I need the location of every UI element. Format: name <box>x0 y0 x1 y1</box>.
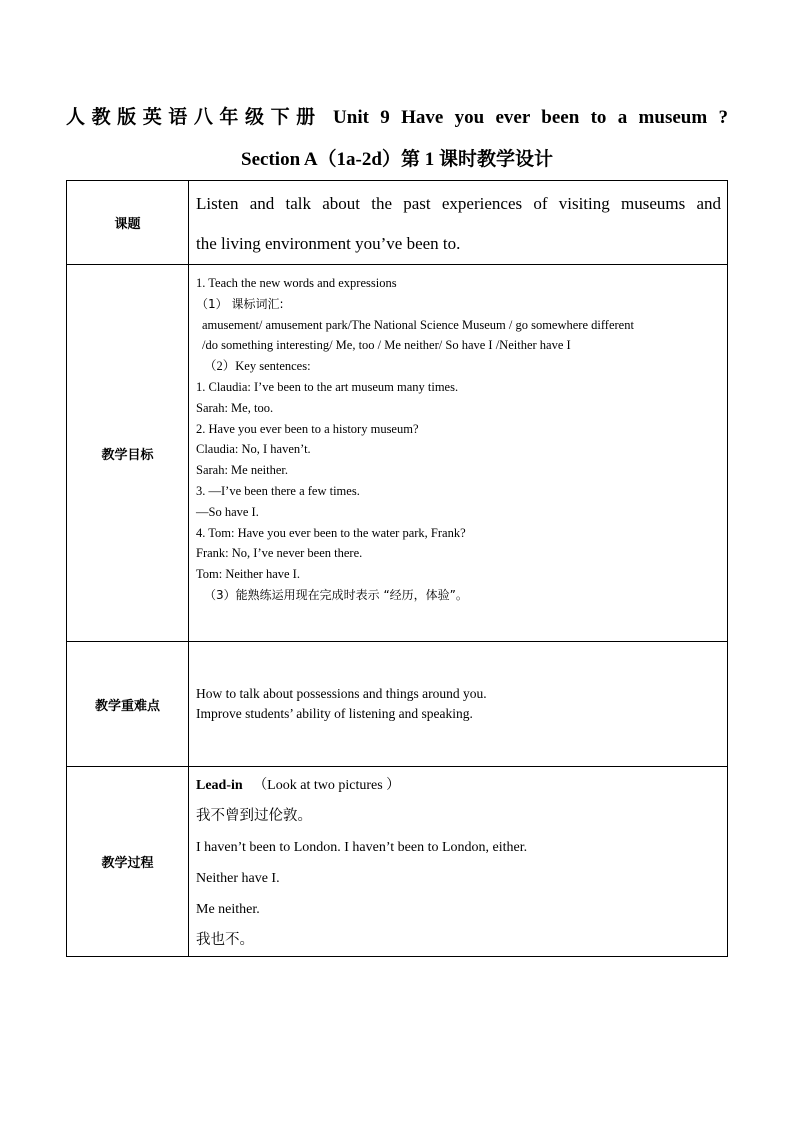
table-row-goals <box>67 265 728 642</box>
key-points-cell <box>189 642 728 767</box>
goal-line: 3. —I’ve been there a few times. <box>196 483 360 498</box>
goal-line: Tom: Neither have I. <box>196 567 300 582</box>
process-line: Me neither. <box>196 902 260 917</box>
goal-line: /do something interesting/ Me, too / Me neither/ So have I /Neither have I <box>202 338 571 353</box>
goals-cell <box>189 265 728 642</box>
goal-line: （1） 课标词汇: <box>196 296 284 311</box>
goal-line: Sarah: Me neither. <box>196 463 288 478</box>
goal-line: Sarah: Me, too. <box>196 400 274 415</box>
goal-line: 1. Claudia: I’ve been to the art museum many times. <box>196 379 459 394</box>
process-line: Neither have I. <box>196 871 280 886</box>
label-subject: 课题 <box>67 181 189 265</box>
process-cell <box>189 767 728 957</box>
goal-line: 4. Tom: Have you ever been to the water park, Frank? <box>196 525 466 540</box>
subject-cell <box>189 181 728 265</box>
label-goals: 教学目标 <box>67 265 189 642</box>
key-point-line: How to talk about possessions and things around you. <box>196 686 487 701</box>
process-line: 我也不。 <box>196 932 254 948</box>
document-title-line-1: 人教版英语八年级下册 Unit 9 Have you ever been to a museum ? <box>66 107 728 128</box>
goal-line: （3）能熟练运用现在完成时表示 “经历，体验”。 <box>204 587 468 602</box>
lesson-plan-table <box>66 180 728 957</box>
goal-line: 2. Have you ever been to a history museum? <box>196 421 419 436</box>
process-line: 我不曾到过伦敦。 <box>196 808 312 824</box>
lead-in-heading: Lead-in <box>196 778 243 793</box>
subject-line-2: the living environment you’ve been to. <box>196 234 461 253</box>
subject-line-1: Listen and talk about the past experiences of visiting museums and <box>196 194 721 213</box>
goal-line: Frank: No, I’ve never been there. <box>196 546 363 561</box>
lead-in-note: （Look at two pictures ） <box>253 778 401 793</box>
goal-line: amusement/ amusement park/The National Science Museum / go somewhere different <box>202 317 634 332</box>
lead-in-line <box>196 770 721 801</box>
table-row-key-points <box>67 642 728 767</box>
key-point-line: Improve students’ ability of listening and speaking. <box>196 706 473 721</box>
process-line: I haven’t been to London. I haven’t been to London, either. <box>196 840 528 855</box>
document-title-line-2: Section A（1a-2d）第 1 课时教学设计 <box>241 149 553 170</box>
table-row-subject <box>67 181 728 265</box>
goal-line: Claudia: No, I haven’t. <box>196 442 311 457</box>
table-row-process <box>67 767 728 957</box>
goal-line: —So have I. <box>196 504 259 519</box>
label-key-points: 教学重难点 <box>67 642 189 767</box>
goal-line: 1. Teach the new words and expressions <box>196 276 397 290</box>
label-process: 教学过程 <box>67 767 189 957</box>
goal-line: （2）Key sentences: <box>204 359 311 374</box>
